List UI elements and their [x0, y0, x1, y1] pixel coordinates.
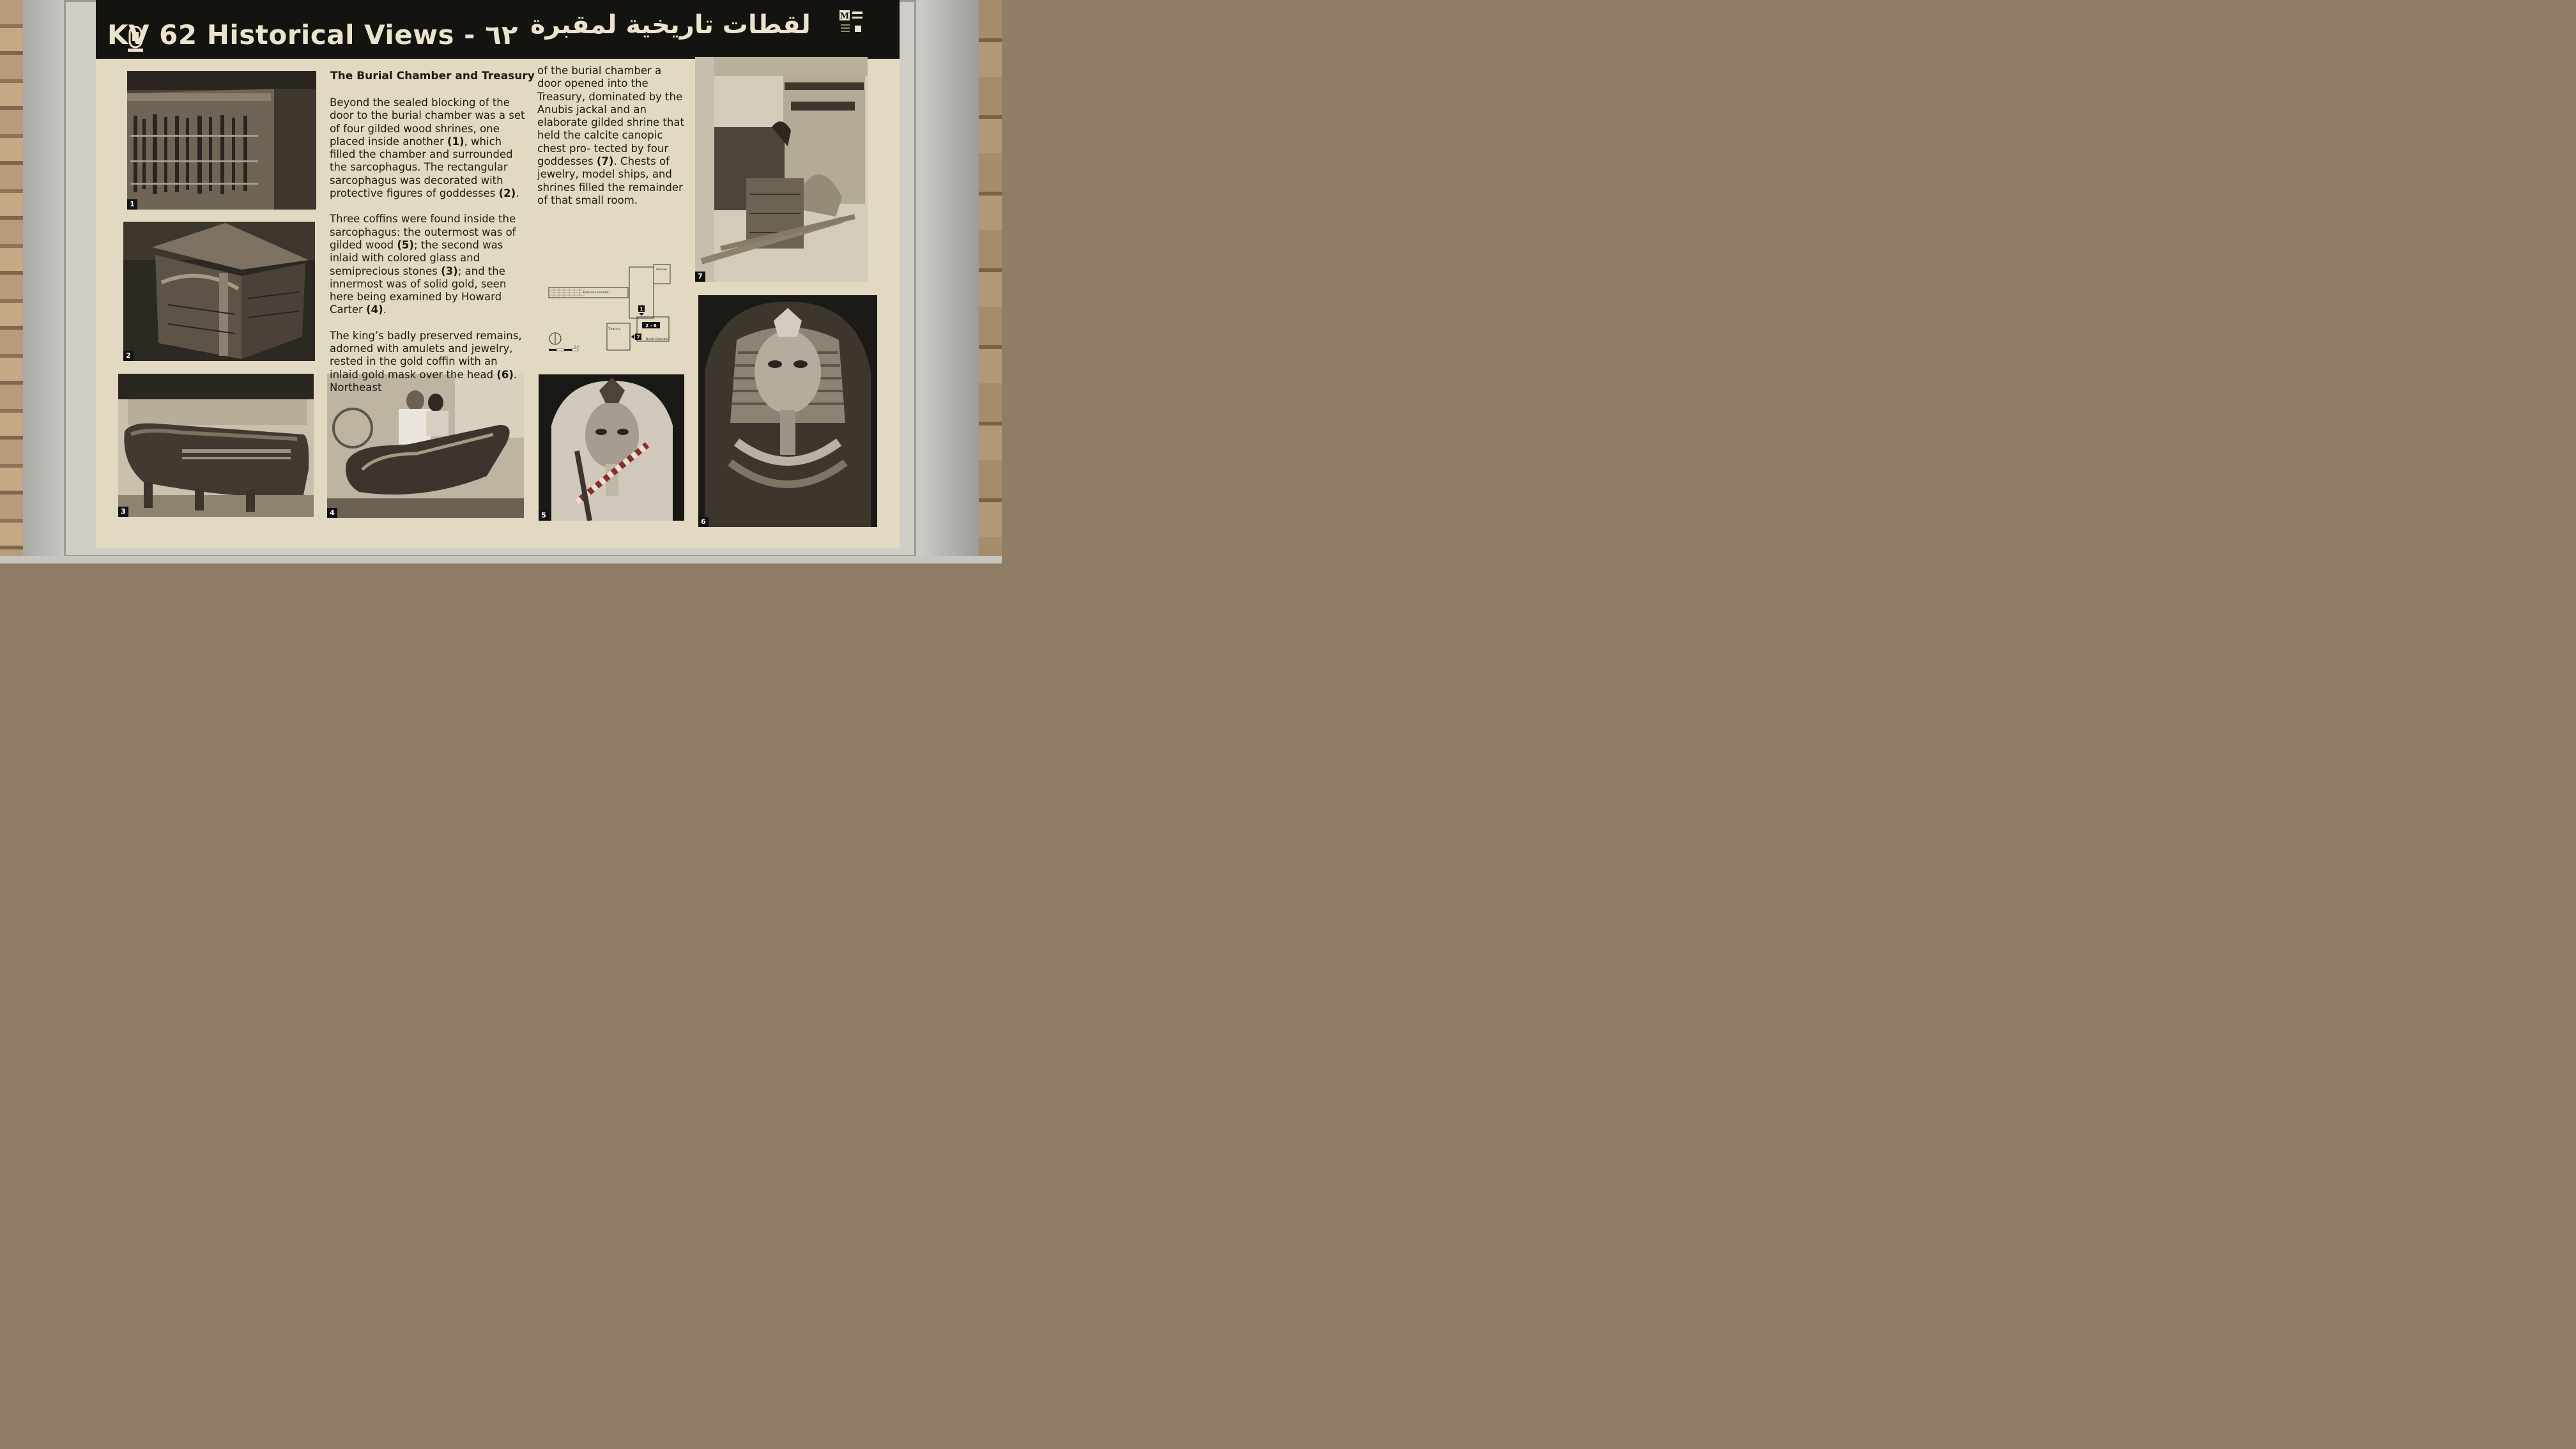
photo-3-inlaid-coffin [118, 374, 314, 517]
plan-marker-7: 7 [636, 335, 640, 340]
tomb-plan-diagram [546, 263, 674, 359]
section-heading: The Burial Chamber and Treasury [330, 70, 535, 82]
photo-number-2: 2 [123, 351, 134, 361]
paragraph-treasury: of the burial chamber a door opened into the Treasury, dominated by the Anubis jackal and an elaborate gilded shrine that held the calcite canopic chest pro- tected by four goddesses (7). Chests of jewelry, model ships, and shrines filled the remainder of that small room. [537, 65, 684, 206]
photo-number-3: 3 [118, 507, 128, 517]
plan-marker-2-6: 2 - 6 [645, 323, 657, 328]
photo-2-sarcophagus [123, 222, 315, 361]
plan-label-annexe: Annexe [656, 268, 667, 272]
mission-logo-icon [838, 9, 864, 34]
floor-strip [0, 556, 1002, 564]
text-column-right [537, 65, 686, 207]
paragraph-shrines: Beyond the sealed blocking of the door to the burial chamber was a set of four gilded wood shrines, one placed inside another (1), which filled the chamber and surrounded the sarcophagus. The rectangular sarcophagus was decorated with protective figures of goddesses (2). [330, 96, 525, 200]
photo-5-gilded-coffin [539, 374, 684, 521]
photo-number-7: 7 [695, 272, 705, 282]
logo-letter: M [839, 12, 850, 21]
wall-right [976, 0, 1002, 564]
wall-left [0, 0, 26, 564]
plan-label-entrance: Entrance Corridor [583, 291, 609, 295]
photo-number-1: 1 [127, 199, 137, 210]
text-column-left [330, 96, 528, 394]
plan-scale-label: 5 m [574, 345, 579, 348]
photo-6-gold-mask [698, 295, 877, 527]
page-title: KV 62 Historical Views - ٦٢ [107, 19, 518, 50]
photo-number-5: 5 [539, 510, 549, 521]
paragraph-remains: The king’s badly preserved remains, adorned with amulets and jewelry, rested in the gold coffin with an inlaid gold mask over the head (6). Northeast [330, 329, 522, 394]
plan-marker-1: 1 [640, 307, 643, 312]
photo-number-6: 6 [698, 517, 709, 527]
photo-number-4: 4 [327, 508, 337, 518]
paragraph-coffins: Three coffins were found inside the sarcophagus: the outermost was of gilded wood (5); the second was inlaid with colored glass and semiprecious stones (3); and the innermost was of solid gold, seen here being examined by Howard Carter (4). [330, 213, 516, 316]
photo-1-gilded-shrine [127, 71, 316, 210]
plan-label-burial: Burial Chamber [646, 338, 669, 341]
plan-label-treasury: Treasury [608, 328, 621, 331]
photo-4-howard-carter [327, 374, 524, 518]
photo-7-treasury [695, 57, 868, 282]
page-title-arabic: لقطات تاريخية لمقبرة [530, 10, 811, 40]
